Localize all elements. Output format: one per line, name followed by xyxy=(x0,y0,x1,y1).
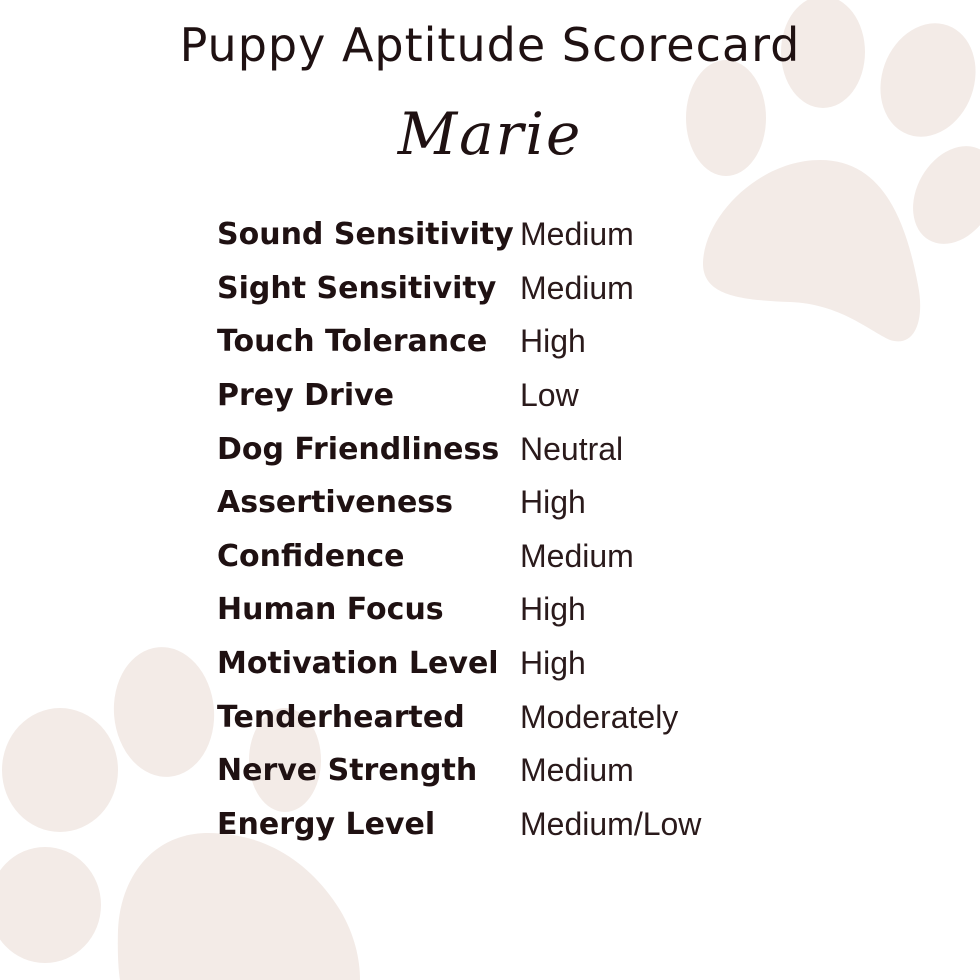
trait-label: Nerve Strength xyxy=(217,753,478,789)
trait-score: Moderately xyxy=(520,698,679,735)
score-row xyxy=(217,744,701,798)
page-title: Puppy Aptitude Scorecard xyxy=(179,18,801,72)
paw-toe-bottom-left-2 xyxy=(2,708,118,832)
trait-score: Medium xyxy=(520,269,634,306)
trait-label: Prey Drive xyxy=(217,378,395,414)
paw-toe-bottom-left-4 xyxy=(0,847,101,963)
trait-score: Medium xyxy=(520,752,634,789)
trait-label: Touch Tolerance xyxy=(217,324,488,360)
score-row xyxy=(217,690,701,744)
trait-label: Sight Sensitivity xyxy=(217,270,497,306)
trait-score: High xyxy=(520,484,586,521)
score-row xyxy=(217,315,701,369)
paw-pad-top-right xyxy=(703,160,920,341)
trait-score: Medium xyxy=(520,216,634,253)
trait-score: High xyxy=(520,323,586,360)
score-row xyxy=(217,422,701,476)
trait-label: Human Focus xyxy=(217,592,444,628)
score-row xyxy=(217,637,701,691)
trait-label: Tenderhearted xyxy=(217,699,465,735)
trait-label: Assertiveness xyxy=(217,485,454,521)
trait-label: Motivation Level xyxy=(217,646,499,682)
trait-label: Energy Level xyxy=(217,806,436,842)
paw-toe-bottom-left-1 xyxy=(109,643,220,781)
score-row xyxy=(217,208,701,262)
trait-score: Neutral xyxy=(520,430,624,467)
score-row xyxy=(217,798,701,852)
score-row xyxy=(217,583,701,637)
score-table xyxy=(217,208,701,851)
score-row xyxy=(217,369,701,423)
trait-score: Medium xyxy=(520,537,634,574)
puppy-name: Marie xyxy=(397,100,583,168)
trait-score: High xyxy=(520,645,586,682)
trait-score: High xyxy=(520,591,586,628)
score-row xyxy=(217,262,701,316)
score-row xyxy=(217,530,701,584)
trait-score: Low xyxy=(520,377,579,414)
trait-label: Confidence xyxy=(217,538,405,574)
trait-label: Sound Sensitivity xyxy=(217,217,514,253)
paw-pad-bottom-left xyxy=(118,833,360,980)
trait-label: Dog Friendliness xyxy=(217,431,500,467)
trait-score: Medium/Low xyxy=(520,805,702,842)
score-row xyxy=(217,476,701,530)
